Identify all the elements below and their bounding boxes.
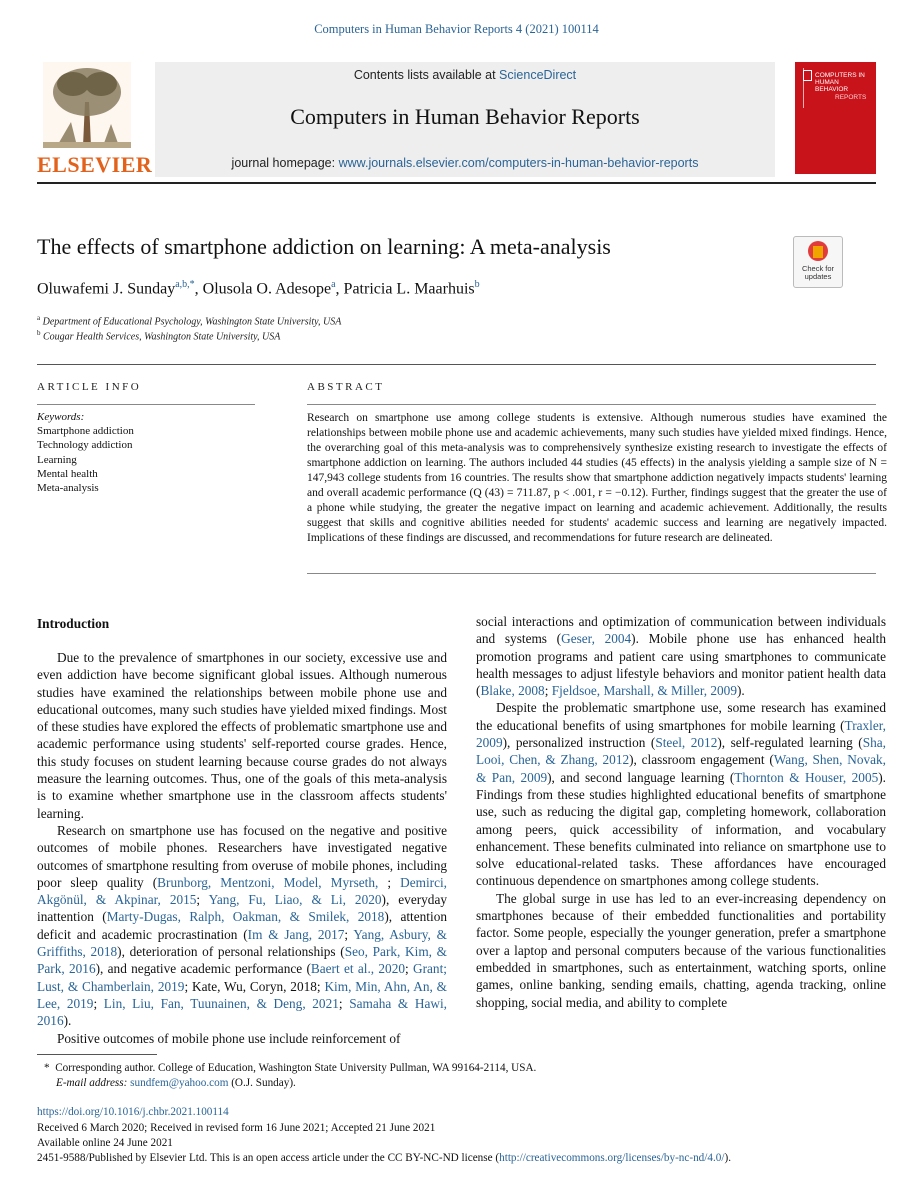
author-affiliation-marks[interactable]: b — [474, 279, 480, 290]
journal-reference[interactable]: Computers in Human Behavior Reports 4 (2021) 100114 — [314, 22, 599, 36]
citation-link[interactable]: Yang, Fu, Liao, & Li, 2020 — [208, 892, 382, 908]
paragraph-text: ), and second language learning ( — [547, 769, 735, 785]
citation-link[interactable]: Grant; Lust, & Chamberlain, 2019 — [37, 961, 447, 994]
license-suffix: ). — [724, 1152, 732, 1164]
citation-link[interactable]: Im & Jang, 2017 — [247, 926, 345, 942]
received-dates: Received 6 March 2020; Received in revised form 16 June 2021; Accepted 21 June 2021 — [37, 1122, 436, 1134]
email-label: E-mail address: — [56, 1077, 131, 1089]
doi-link[interactable] — [37, 1106, 229, 1118]
citation-link[interactable]: Kim, Min, Ahn, An, & Lee, 2019 — [37, 978, 447, 1011]
keywords-block — [37, 410, 255, 495]
body-column-right — [476, 613, 886, 1011]
citation-link[interactable]: Fjeldsoe, Marshall, & Miller, 2009 — [551, 683, 737, 699]
paragraph-text: ; — [338, 995, 350, 1011]
homepage-line — [155, 156, 775, 170]
paragraph-text: Research on smartphone use has focused on the negative and positive outcomes of mobile phones. Researchers have investigated negative outcomes of smartphone resulting from overuse of mobile phones, including poor sleep quality ( — [37, 822, 447, 890]
paragraph-text: ). Findings from these studies highlighted educational benefits of smartphone use, such as reducing the digital gap, completing homework, collaboration among peers, quick accessibility of information, and vocabulary enhancement. These benefits culminated into reliance on smartphone use to solve educational-related tasks. These affordances have encouraged continuous dependence on smartphones among college students. — [476, 769, 887, 889]
keyword-item: Smartphone addiction — [37, 425, 134, 438]
author-name[interactable]: Oluwafemi J. Sunday — [37, 280, 176, 298]
author-affiliation-marks[interactable]: a — [331, 279, 336, 290]
citation-link[interactable]: Demirci, Akgönül, & Akpinar, 2015 — [37, 874, 447, 908]
author-affiliation-marks[interactable]: a,b,* — [175, 279, 195, 290]
contents-line — [155, 68, 775, 82]
journal-title: Computers in Human Behavior Reports — [290, 104, 640, 129]
check-for-updates-button[interactable] — [793, 236, 843, 288]
paragraph — [476, 699, 886, 889]
article-info-divider — [37, 364, 876, 365]
crossmark-label: Check for updates — [801, 264, 835, 281]
article-title: The effects of smartphone addiction on learning: A meta-analysis — [37, 234, 611, 259]
paragraph-text: ). Mobile phone use has enhanced health promotion programs and patient care using smartphones to communicate health messages to adjust lifestyle behaviors and monitor patient health data ( — [476, 631, 887, 699]
paragraph: Due to the prevalence of smartphones in our society, excessive use and even addiction have become significant global issues. Although numerous studies have examined the relationships between mobile phone use and educational outcomes, many such studies have yielded mixed findings. Most of these studies have explored the effects of problematic smartphone use and academic performance using students' self-reported course grades. Hence, this study focuses on student learning because course grades do not always measure the learning outcomes. Thus, one of the goals of this meta-analysis is to examine whether smartphone use in the classroom affects students' learning. — [37, 650, 447, 821]
paragraph-text: ), everyday inattention ( — [37, 892, 448, 925]
paragraph-text: social interactions and optimization of communication between individuals and systems ( — [476, 614, 886, 647]
license-line — [37, 1152, 731, 1164]
contents-prefix: Contents lists available at — [353, 68, 500, 82]
citation-link[interactable]: Geser, 2004 — [561, 631, 632, 647]
doi-link-text[interactable]: https://doi.org/10.1016/j.chbr.2021.100114 — [37, 1106, 229, 1118]
affiliation-text: Department of Educational Psychology, Washington State University, USA — [42, 316, 342, 328]
footnote-divider — [37, 1054, 157, 1055]
elsevier-tree-icon — [43, 62, 131, 148]
paragraph-text: ), personalized instruction ( — [502, 735, 656, 751]
citation-link[interactable]: Brunborg, Mentzoni, Model, Myrseth, — [157, 874, 388, 890]
elsevier-wordmark: ELSEVIER — [37, 152, 153, 177]
paragraph-text: ), deterioration of personal relationships ( — [117, 944, 345, 960]
citation-link[interactable]: Steel, 2012 — [655, 735, 718, 751]
homepage-prefix: journal homepage: — [231, 156, 339, 170]
sciencedirect-link[interactable]: ScienceDirect — [499, 68, 577, 82]
keywords-label: Keywords: — [37, 411, 85, 423]
citation-link[interactable]: Traxler, 2009 — [476, 717, 886, 751]
keyword-item: Learning — [37, 453, 77, 466]
paragraph-text: ). — [63, 1013, 72, 1029]
cover-title: COMPUTERS IN HUMAN BEHAVIOR — [815, 72, 865, 93]
cover-logo-icon — [803, 70, 812, 81]
citation-link[interactable]: Sha, Looi, Chen, & Zhang, 2012 — [476, 735, 886, 768]
corresponding-author-note — [44, 1062, 536, 1074]
paragraph-text: ), self-regulated learning ( — [717, 735, 863, 751]
license-prefix: 2451-9588/Published by Elsevier Ltd. This is an open access article under the CC BY-NC-ND license ( — [37, 1152, 500, 1164]
citation-link[interactable]: Baert et al., 2020 — [310, 961, 405, 977]
abstract-rule — [307, 404, 876, 405]
crossmark-ribbon-icon — [813, 246, 823, 258]
paragraph-text: ; Kate, Wu, Coryn, 2018; — [184, 978, 325, 994]
citation-link[interactable]: Blake, 2008 — [480, 683, 545, 699]
article-info-heading: ARTICLE INFO — [37, 381, 142, 393]
introduction-heading: Introduction — [37, 616, 110, 631]
available-online-date: Available online 24 June 2021 — [37, 1137, 173, 1149]
paragraph: Positive outcomes of mobile phone use include reinforcement of — [57, 1030, 401, 1046]
keyword-item: Technology addiction — [37, 439, 133, 452]
paragraph-text: ), attention deficit and academic procrastination ( — [37, 909, 447, 942]
citation-link[interactable]: Lin, Liu, Fan, Tuunainen, & Deng, 2021 — [103, 995, 339, 1011]
journal-cover-image[interactable] — [795, 62, 876, 174]
affiliation-a — [37, 314, 341, 327]
paragraph-text: ). — [736, 683, 745, 699]
author-list: Oluwafemi J. Sunday$^{a,b,*}$, Olusola O. Adesope$^a$, Patricia L. Maarhuis$^b$ — [37, 279, 480, 298]
paragraph-text: ; — [196, 892, 209, 908]
citation-link[interactable]: Thornton & Houser, 2005 — [734, 769, 879, 785]
paragraph — [476, 613, 886, 699]
affiliation-key: b — [37, 329, 41, 337]
paragraph-text: Despite the problematic smartphone use, some research has examined the educational benefits of using smartphones for mobile learning ( — [476, 700, 886, 733]
email-line — [56, 1077, 296, 1089]
paragraph-text: ; — [344, 926, 354, 942]
keyword-item: Meta-analysis — [37, 482, 99, 495]
abstract-text: Research on smartphone use among college students is extensive. Although numerous studies have examined the relationships between mobile phone use and academic achievements, many such studies have yielded mixed findings. Hence, the overarching goal of this meta-analysis was to comprehensively synthesize existing research to investigate the effects of smartphone addiction on learning. The authors included 44 studies (45 effects) in the analysis yielding a sample size of N = 147,943 college students from 16 countries. The results show that smartphone addiction negatively impacts students' learning and overall academic performance (Q (43) = 711.87, p < .001, r = −0.12). Further, findings suggest that the greater the use of a phone while studying, the greater the negative impact on learning and academic achievement. Additionally, the results suggest that skills and cognitive abilities needed for students' academic success and learning are negatively impacted. Implications of these findings are discussed, and recommendations for future research are delineated. — [307, 412, 887, 545]
abstract-bottom-rule — [307, 573, 876, 574]
author-name[interactable]: Olusola O. Adesope — [202, 280, 332, 298]
paragraph-text: ; — [405, 961, 413, 977]
email-suffix: (O.J. Sunday). — [228, 1077, 296, 1089]
cover-subtitle: REPORTS — [835, 94, 867, 101]
citation-link[interactable]: Seo, Park, Kim, & Park, 2016 — [37, 944, 448, 977]
header-divider — [37, 182, 876, 184]
affiliation-b — [37, 329, 280, 342]
elsevier-logo[interactable] — [37, 62, 153, 177]
citation-link[interactable]: Marty-Dugas, Ralph, Oakman, & Smilek, 2018 — [106, 909, 385, 925]
paragraph-text: ; — [93, 995, 104, 1011]
citation-link[interactable]: Wang, Shen, Novak, & Pan, 2009 — [476, 752, 886, 785]
corresponding-author-text: Corresponding author. College of Education, Washington State University Pullman, WA 99164-2114, USA. — [55, 1062, 537, 1074]
body-column-left — [37, 649, 447, 1047]
citation-link[interactable]: Yang, Asbury, & Griffiths, 2018 — [37, 926, 447, 960]
abstract-heading: ABSTRACT — [307, 381, 385, 393]
article-info-rule — [37, 404, 255, 405]
footnote-mark: * — [44, 1062, 50, 1074]
paragraph-text: ; — [544, 683, 552, 699]
affiliation-text: Cougar Health Services, Washington State University, USA — [43, 331, 281, 343]
paragraph: The global surge in use has led to an ever-increasing dependency on smartphones because of their embedded functionalities and portability factor. Some people, especially the younger generation, prefer a smartphone over a laptop and personal computers because of the various functionalities embedded in smartphones, such as entertainment, watching sports, online games, online banking, sending emails, chatting, agenda tracking, online shopping, social media, and ability to complete — [476, 890, 886, 1010]
paragraph-text: ; — [387, 874, 401, 890]
keyword-item: Mental health — [37, 467, 98, 480]
journal-homepage-link[interactable]: www.journals.elsevier.com/computers-in-human-behavior-reports — [338, 156, 699, 170]
paragraph — [37, 822, 447, 1030]
citation-link[interactable]: Samaha & Hawi, 2016 — [37, 995, 447, 1029]
affiliation-key: a — [37, 314, 41, 322]
email-link[interactable]: sundfem@yahoo.com — [130, 1077, 229, 1089]
license-link[interactable]: http://creativecommons.org/licenses/by-nc-nd/4.0/ — [499, 1152, 725, 1164]
paragraph-text: ), and negative academic performance ( — [95, 961, 311, 977]
author-name[interactable]: Patricia L. Maarhuis — [343, 280, 475, 298]
paragraph-text: ), classroom engagement ( — [629, 752, 774, 768]
